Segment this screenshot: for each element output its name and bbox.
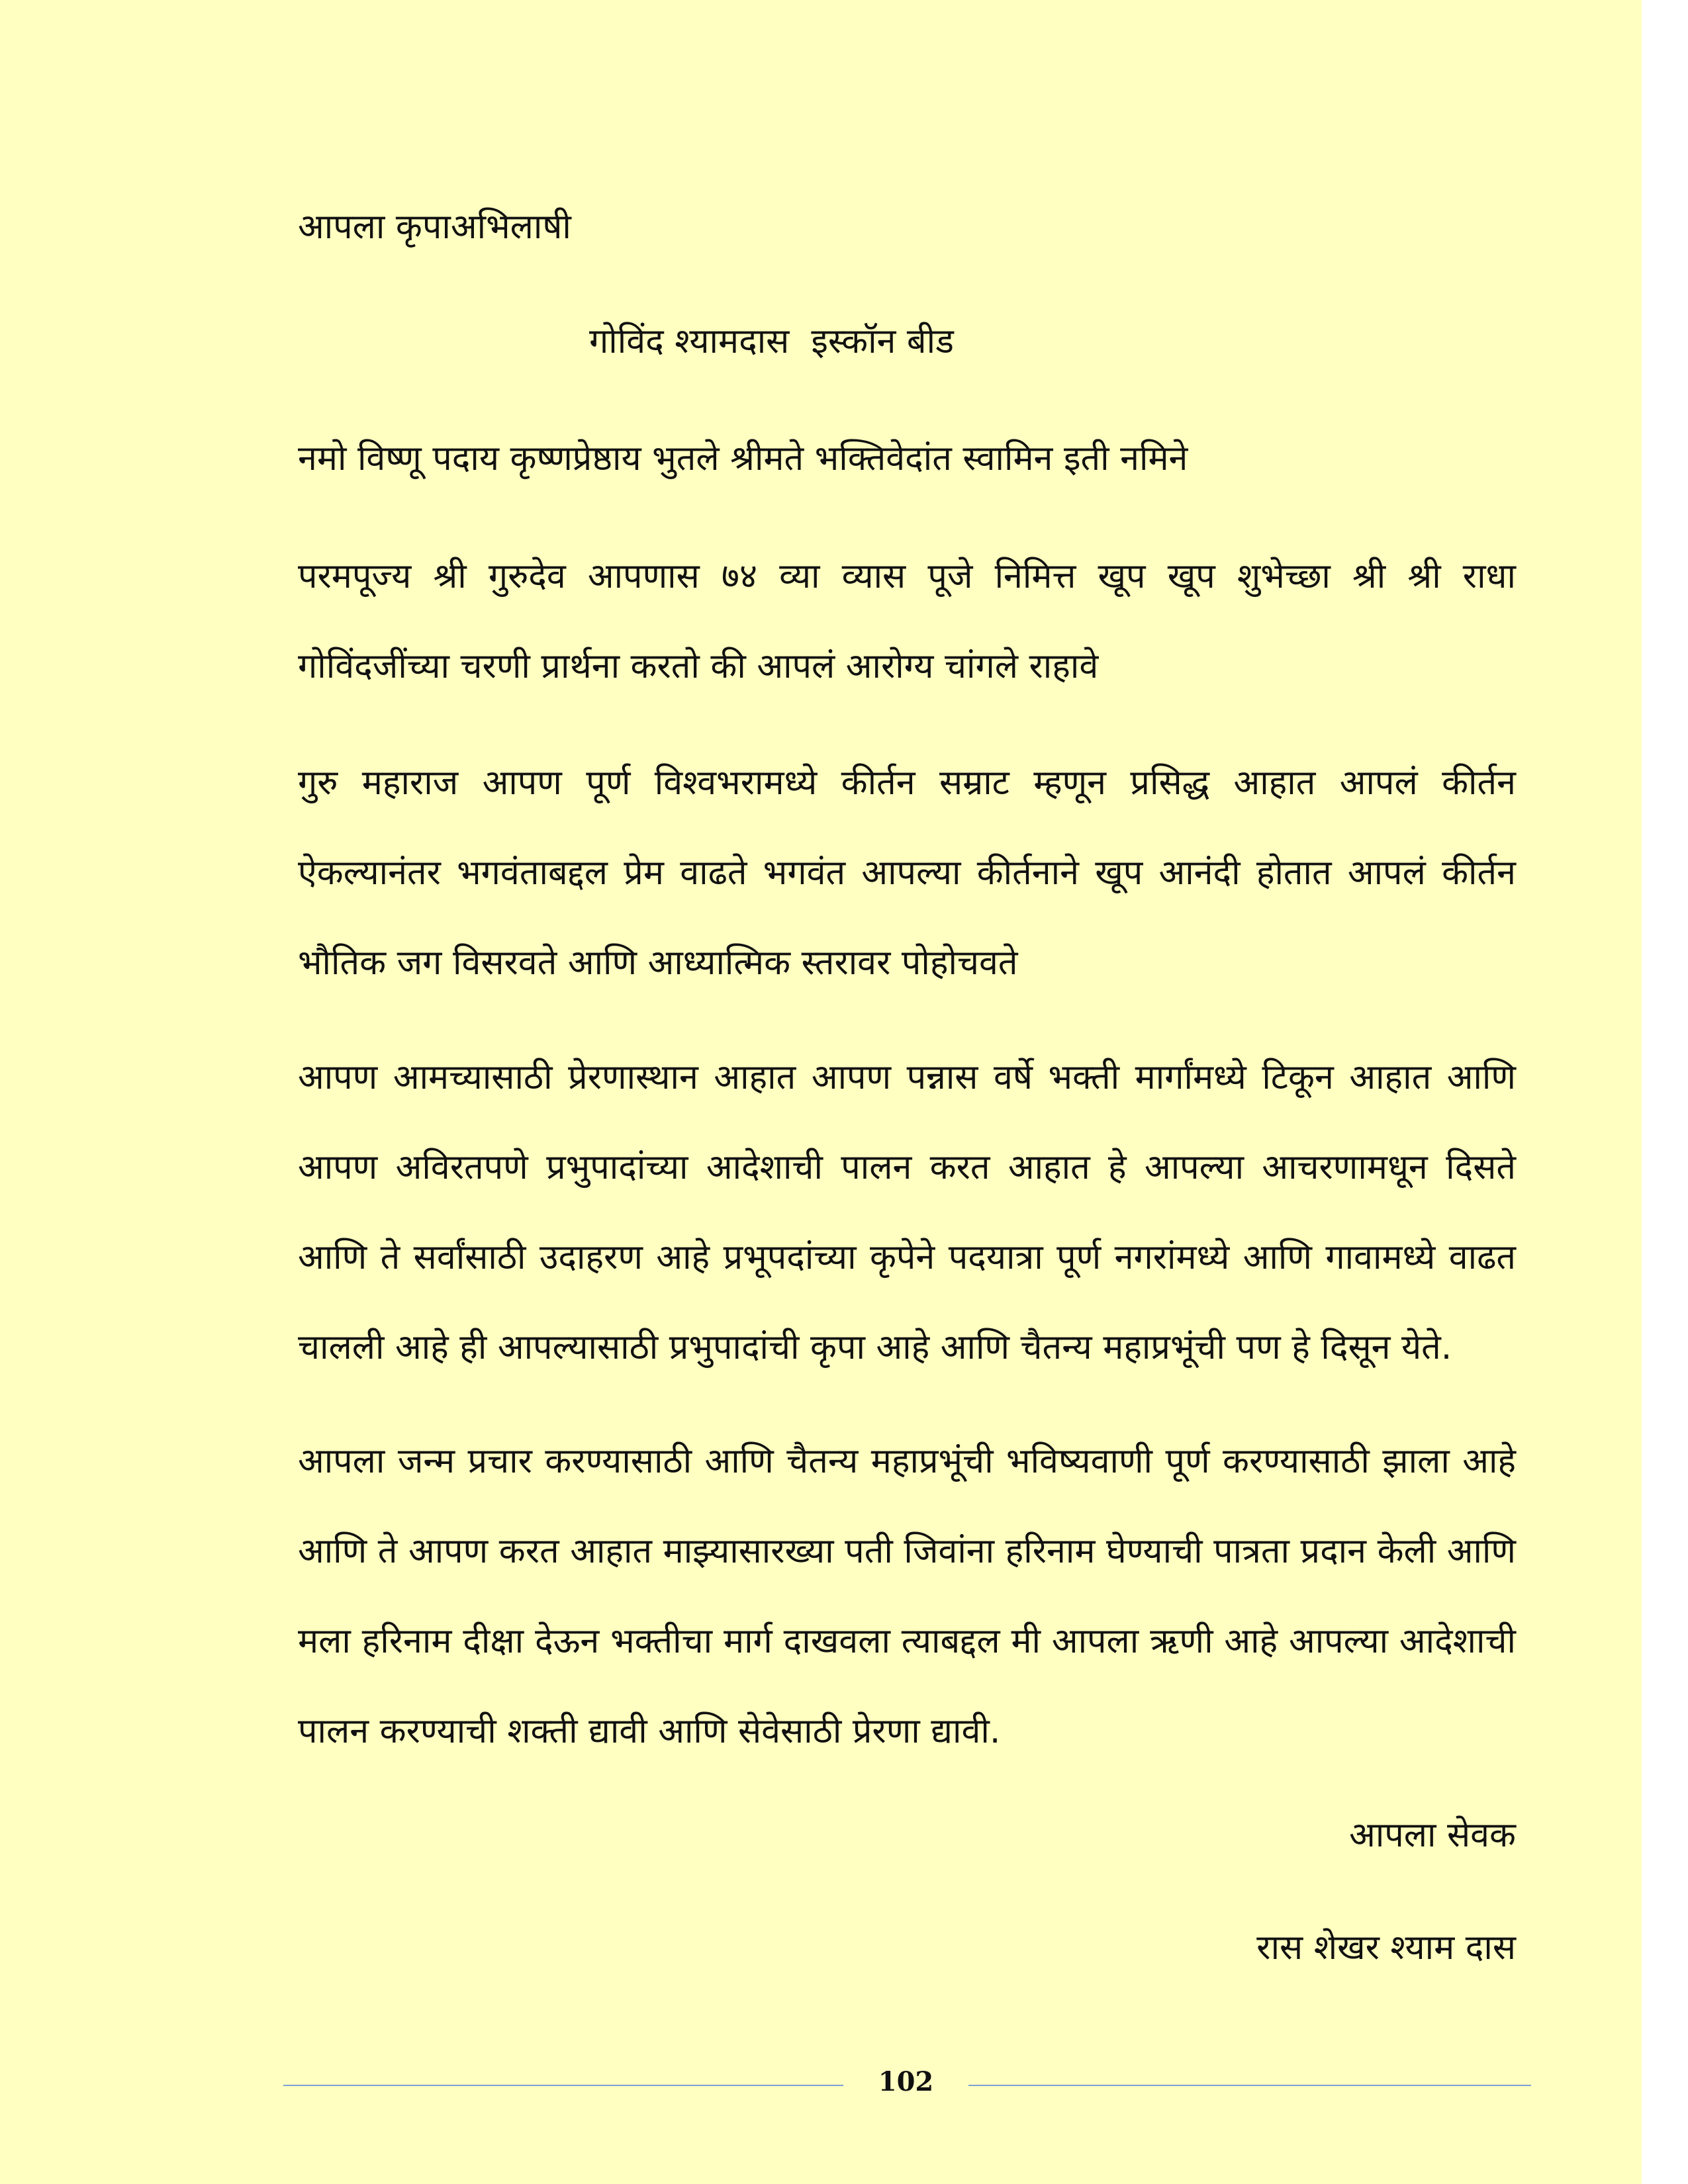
signoff-name: रास शेखर श्याम दास <box>1256 1928 1516 1968</box>
footer-rule-left <box>283 2085 843 2086</box>
footer-rule-right <box>968 2085 1531 2086</box>
sender-title: गोविंद श्यामदास इस्कॉन बीड <box>589 322 954 361</box>
paragraph-4: आपला जन्म प्रचार करण्यासाठी आणि चैतन्य महाप्रभूंची भविष्यवाणी पूर्ण करण्यासाठी झाला आहे आणि ते आपण करत आहात माझ्यासारख्या पती जिवांना हरिनाम घेण्याची पात्रता प्रदान केली आणि मला हरिनाम दीक्षा देऊन भक्तीचा मार्ग दाखवला त्याबद्दल मी आपला ऋणी आहे आपल्या आदेशाची पालन करण्याची शक्ती द्यावी आणि सेवेसाठी प्रेरणा द्यावी. <box>298 1441 1516 1751</box>
salutation-line: नमो विष्णू पदाय कृष्णप्रेष्ठाय भुतले श्रीमते भक्तिवेदांत स्वामिन इती नमिने <box>298 439 1188 478</box>
paragraph-2: गुरु महाराज आपण पूर्ण विश्वभरामध्ये कीर्तन सम्राट म्हणून प्रसिद्ध आहात आपलं कीर्तन ऐकल्यानंतर भगवंताबद्दल प्रेम वाढते भगवंत आपल्या कीर्तनाने खूप आनंदी होतात आपलं कीर्तन भौतिक जग विसरवते आणि आध्यात्मिक स्तरावर पोहोचवते <box>298 763 1516 983</box>
paragraph-1: परमपूज्य श्री गुरुदेव आपणास ७४ व्या व्यास पूजे निमित्त खूप खूप शुभेच्छा श्री श्री राधा गोविंदजींच्या चरणी प्रार्थना करतो की आपलं आरोग्य चांगले राहावे <box>298 557 1516 686</box>
paragraph-3: आपण आमच्यासाठी प्रेरणास्थान आहात आपण पन्नास वर्षे भक्ती मार्गांमध्ये टिकून आहात आणि आपण अविरतपणे प्रभुपादांच्या आदेशाची पालन करत आहात हे आपल्या आचरणामधून दिसते आणि ते सर्वांसाठी उदाहरण आहे प्रभूपदांच्या कृपेने पदयात्रा पूर्ण नगरांमध्ये आणि गावामध्ये वाढत चालली आहे ही आपल्यासाठी प्रभुपादांची कृपा आहे आणि चैतन्य महाप्रभूंची पण हे दिसून येते. <box>298 1058 1516 1367</box>
closing-line: आपला कृपाअभिलाषी <box>298 207 571 247</box>
page-number: 102 <box>878 2066 934 2097</box>
signoff-label: आपला सेवक <box>1349 1815 1516 1855</box>
